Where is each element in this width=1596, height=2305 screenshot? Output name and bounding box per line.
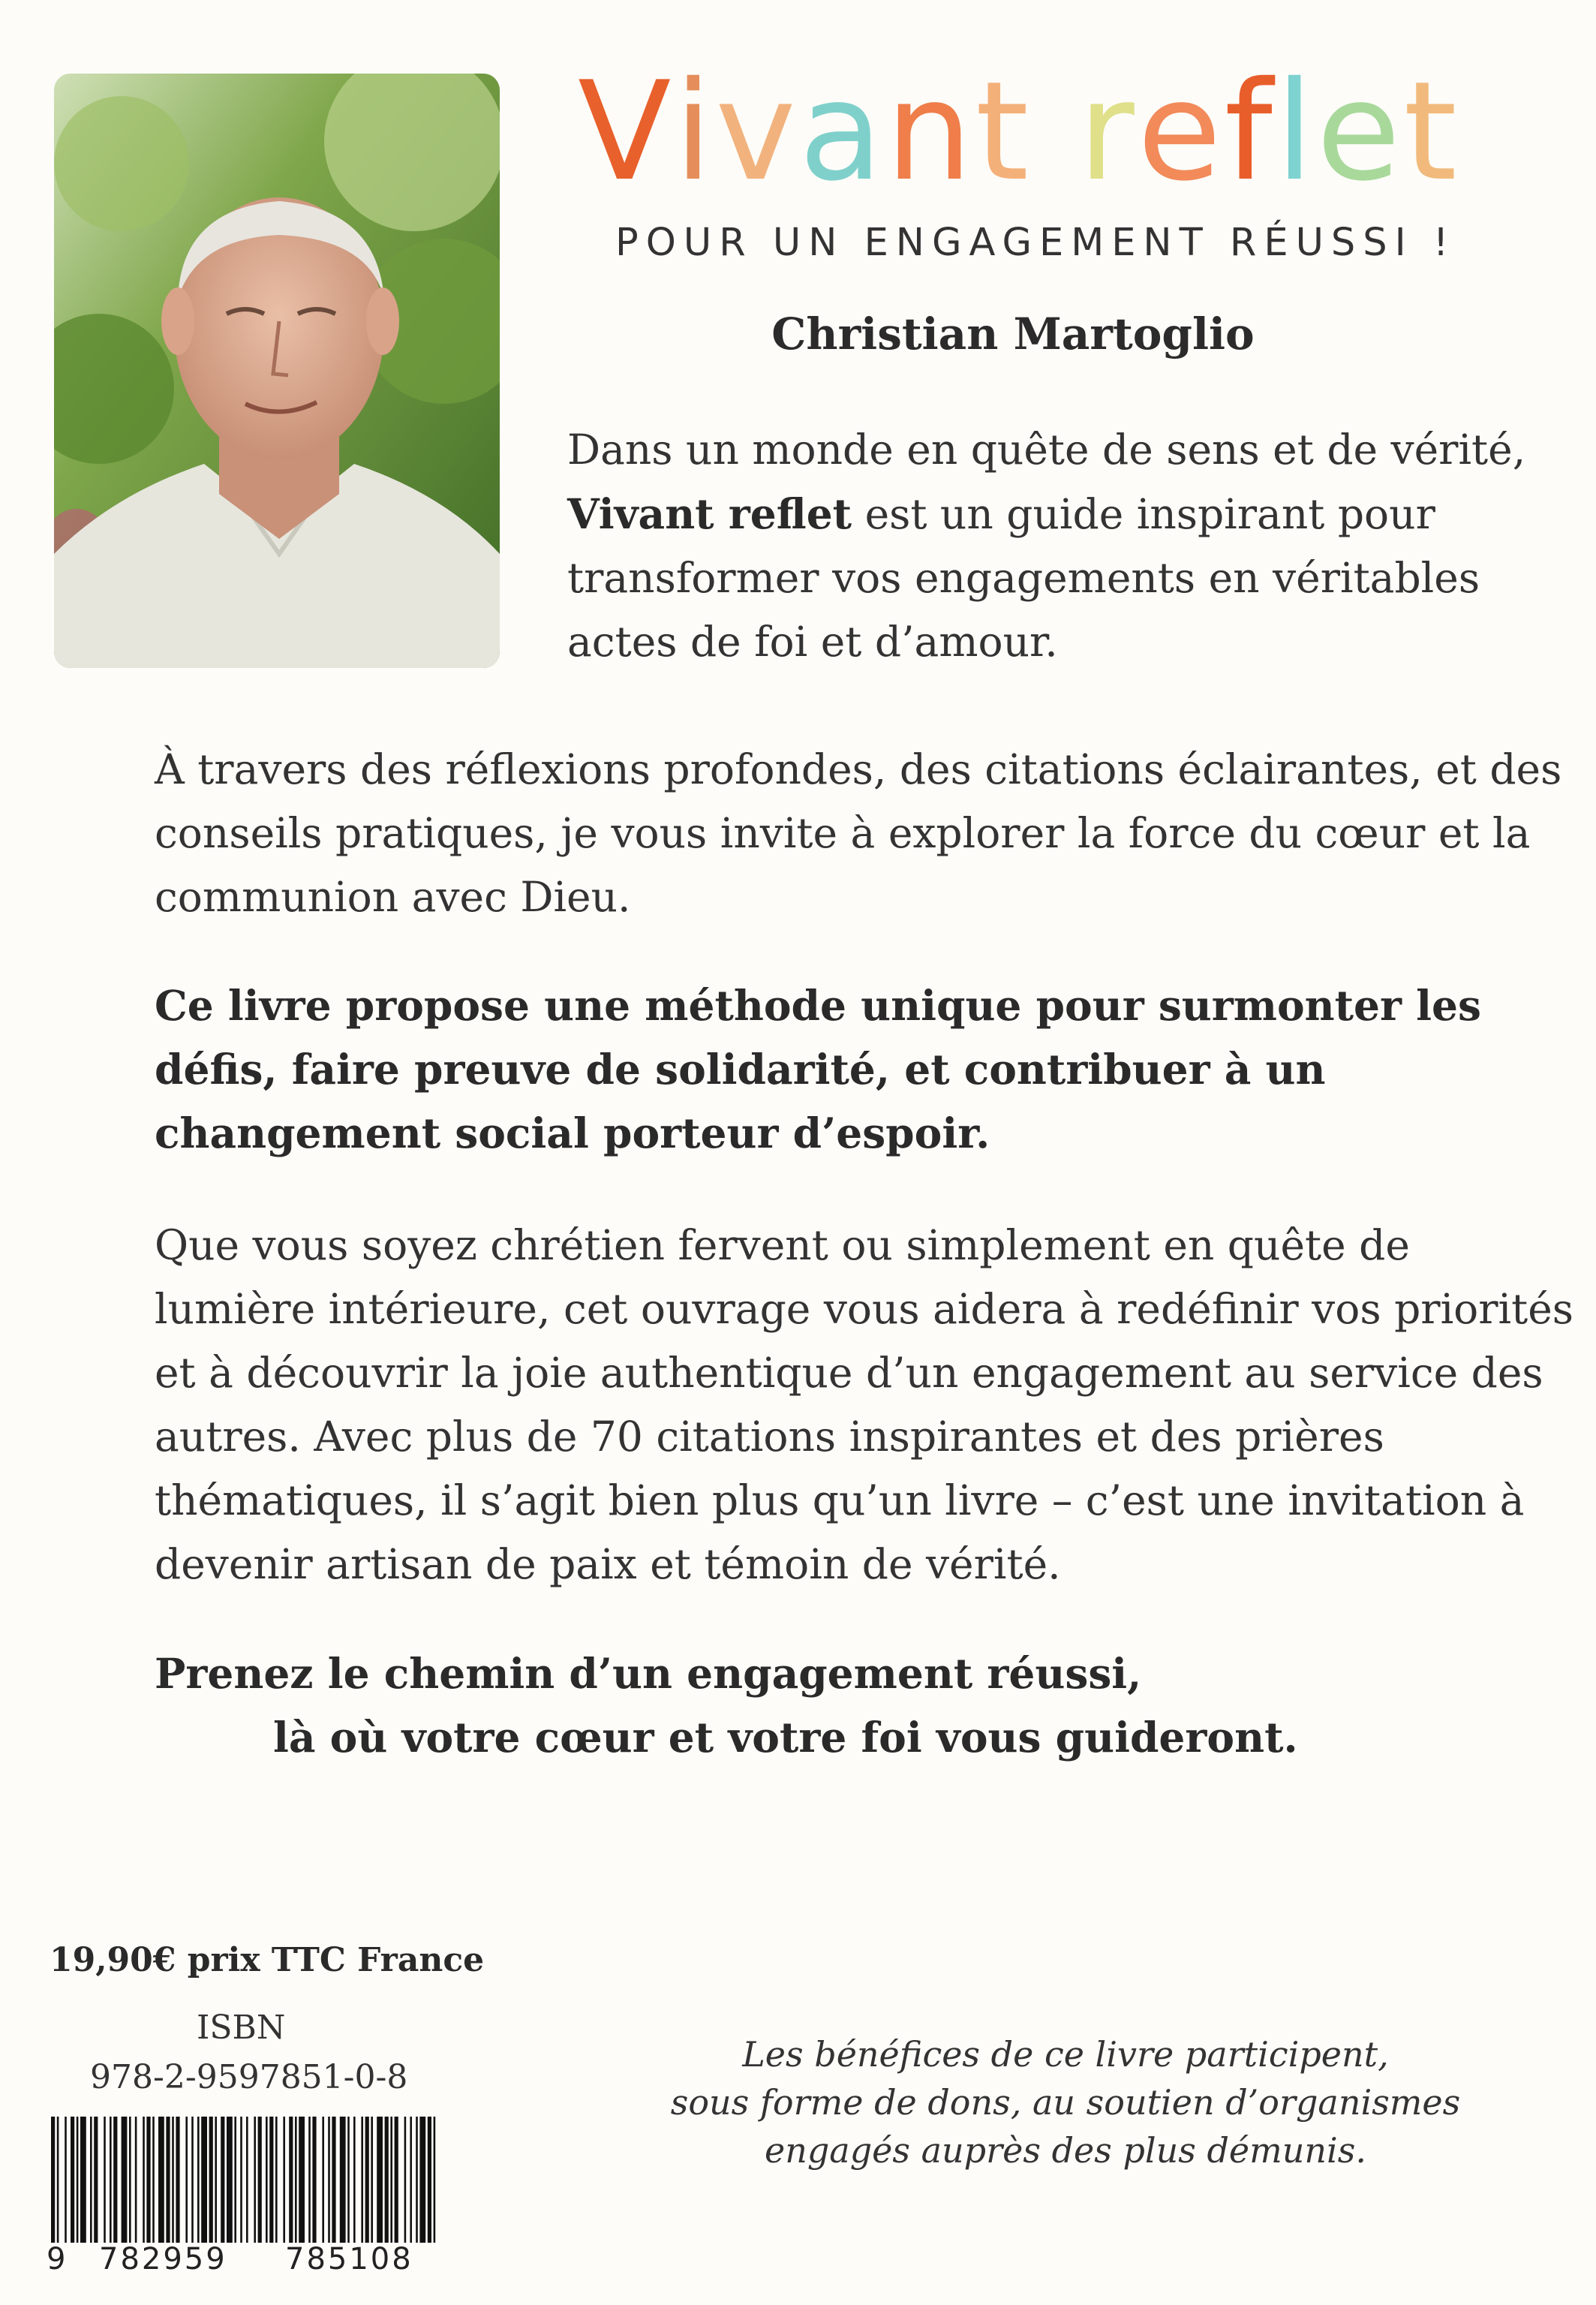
text-line: communion avec Dieu. [155, 873, 631, 921]
text-line: Ce livre propose une méthode unique pour surmonter les [155, 981, 1482, 1030]
text-line: thématiques, il s’agit bien plus qu’un livre – c’est une invitation à [155, 1476, 1525, 1524]
text-line: Dans un monde en quête de sens et de vérité, [567, 426, 1526, 474]
book-title [578, 53, 1478, 210]
text-line: transformer vos engagements en véritables [567, 554, 1480, 602]
paragraph-2 [155, 738, 1565, 929]
charity-note [645, 2030, 1486, 2174]
title-letter [1032, 53, 1078, 210]
barcode-bars [47, 2117, 443, 2243]
text-line: là où votre cœur et votre foi vous guideront. [273, 1713, 1298, 1762]
paragraph-3-bold [155, 973, 1565, 1165]
barcode-right-digits: 785108 [285, 2242, 413, 2276]
text-line: Les bénéfices de ce livre participent, [742, 2034, 1389, 2075]
isbn-label: ISBN [197, 2009, 286, 2047]
title-letter: f [1224, 52, 1276, 211]
paragraph-4 [155, 1214, 1574, 1596]
text-line: actes de foi et d’amour. [567, 618, 1058, 666]
title-letter: V [578, 52, 675, 211]
title-letter: n [885, 52, 975, 211]
text-line: lumière intérieure, cet ouvrage vous aidera à redéfinir vos priorités [155, 1285, 1574, 1333]
title-letter: e [1316, 52, 1404, 211]
text-line: conseils pratiques, je vous invite à explorer la force du cœur et la [155, 809, 1531, 857]
closing-statement [155, 1641, 1565, 1769]
text-line: devenir artisan de paix et témoin de vérité. [155, 1540, 1061, 1588]
text-line: changement social porteur d’espoir. [155, 1109, 990, 1157]
title-letter: i [674, 52, 716, 211]
barcode-digits [47, 2243, 443, 2276]
book-subtitle: POUR UN ENGAGEMENT RÉUSSI ! [615, 221, 1456, 265]
text-fragment: est un guide inspirant pour [852, 490, 1435, 538]
text-line: engagés auprès des plus démunis. [765, 2130, 1366, 2171]
barcode-first-digit: 9 [47, 2242, 66, 2276]
title-letter: a [798, 52, 886, 211]
text-line: autres. Avec plus de 70 citations inspirantes et des prières [155, 1413, 1384, 1461]
price-label: 19,90€ prix TTC France [50, 1941, 485, 1979]
isbn-number: 978-2-9597851-0-8 [90, 2058, 408, 2096]
text-line [567, 482, 1558, 546]
barcode [47, 2117, 443, 2274]
title-letter: t [975, 52, 1032, 211]
title-letter: r [1078, 52, 1138, 211]
text-line: Prenez le chemin d’un engagement réussi, [155, 1649, 1142, 1698]
text-line: défis, faire preuve de solidarité, et contribuer à un [155, 1045, 1326, 1094]
text-line: et à découvrir la joie authentique d’un engagement au service des [155, 1349, 1543, 1397]
author-photo [54, 74, 500, 668]
title-letter: v [715, 52, 799, 211]
text-line: À travers des réflexions profondes, des citations éclairantes, et des [155, 745, 1562, 793]
text-line: sous forme de dons, au soutien d’organismes [670, 2082, 1461, 2123]
text-line: Que vous soyez chrétien fervent ou simplement en quête de [155, 1221, 1410, 1269]
barcode-left-digits: 782959 [99, 2242, 227, 2276]
author-name: Christian Martoglio [771, 308, 1255, 360]
title-letter: l [1275, 52, 1317, 211]
title-letter: t [1403, 52, 1460, 211]
intro-paragraph [567, 418, 1558, 674]
book-title-inline: Vivant reflet [567, 489, 852, 538]
title-letter: e [1137, 52, 1225, 211]
